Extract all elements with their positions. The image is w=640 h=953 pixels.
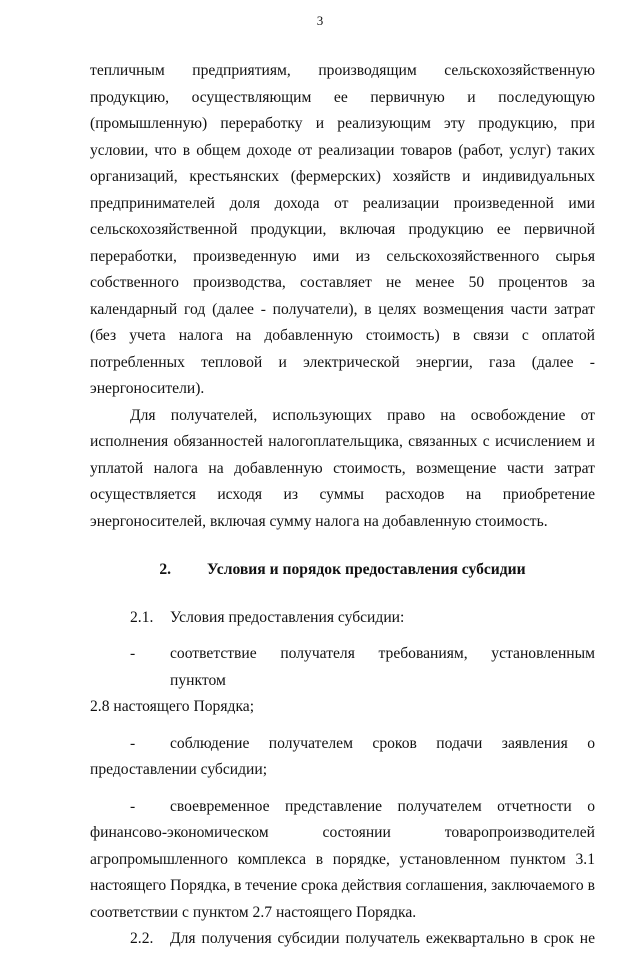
- page-number: 3: [316, 13, 324, 28]
- item-2-2-text: Для получения субсидии получатель ежеквартально в срок не: [170, 930, 595, 947]
- list-item-marker: -: [130, 734, 136, 752]
- list-item-first-line: соответствие получателя требованиям, установленным пунктом: [170, 645, 595, 689]
- section-2-title: Условия и порядок предоставления субсидии: [207, 561, 526, 578]
- list-item-continuation: агропромышленного комплекса в порядке, установленном пунктом 3.1 настоящего Порядка, в течение срока действия соглашения, заключаемого в соответствии с пунктом 2.7 настоящего Порядка.: [90, 850, 595, 921]
- item-2-2-number: 2.2.: [130, 930, 154, 947]
- section-2-number: 2.: [159, 561, 172, 578]
- item-2-1: [90, 605, 595, 632]
- list-item-first-line: соблюдение получателем сроков подачи заявления о: [170, 734, 595, 752]
- item-2-2: [90, 926, 595, 953]
- list-item: [90, 731, 595, 758]
- list-item: [90, 794, 595, 821]
- list-item: [90, 641, 595, 694]
- item-2-1-text: Условия предоставления субсидии:: [170, 608, 405, 626]
- intro-paragraph-1: тепличным предприятиям, производящим сельскохозяйственную продукцию, осуществляющим ее первичную и последующую (промышленную) переработку и реализующим эту продукцию, при условии, что в общем доходе от реализации товаров (работ, услуг) таких организаций, крестьянских (фермерских) хозяйств и индивидуальных предпринимателей доля дохода от реализации произведенной ими сельскохозяйственной продукции, включая продукцию ее первичной переработки, произведенную ими из сельскохозяйственного сырья собственного производства, составляет не менее 50 процентов за календарный год (далее - получатели), в целях возмещения части затрат (без учета налога на добавленную стоимость) в связи с оплатой потребленных тепловой и электрической энергии, газа (далее - энергоносители).: [90, 62, 595, 397]
- list-item-marker: -: [130, 797, 136, 815]
- item-2-1-number: 2.1.: [130, 608, 154, 626]
- list-item-first-line: своевременное представление получателем отчетности о: [170, 797, 595, 815]
- document-body: [90, 58, 595, 953]
- list-item-continuation: предоставлении субсидии;: [90, 761, 268, 778]
- list-item-marker: -: [130, 645, 136, 662]
- list-item-continuation: 2.8 настоящего Порядка;: [90, 698, 255, 715]
- list-item-line-2: финансово-экономическом состоянии товаропроизводителей: [90, 824, 595, 841]
- section-2-heading: [90, 557, 595, 584]
- intro-paragraph-2: Для получателей, использующих право на освобождение от исполнения обязанностей налогоплательщика, связанных с исчислением и уплатой налога на добавленную стоимость, возмещение части затрат осуществляется исходя из суммы расходов на приобретение энергоносителей, включая сумму налога на добавленную стоимость.: [90, 406, 595, 530]
